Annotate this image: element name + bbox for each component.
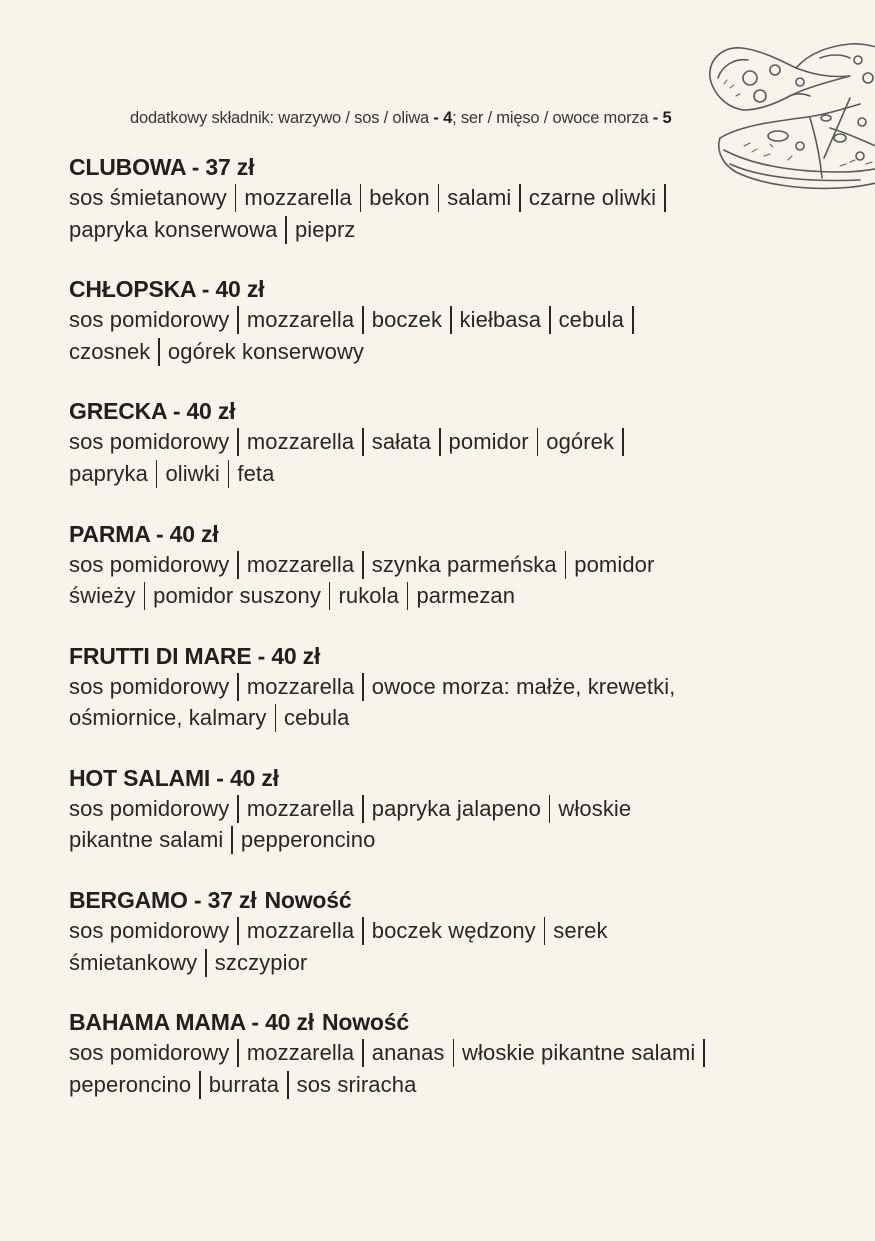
separator-divider	[287, 1071, 289, 1099]
ingredient: oliwki	[165, 460, 220, 486]
ingredient: mozzarella	[246, 429, 355, 455]
ingredient: mozzarella	[246, 918, 355, 944]
separator-divider	[285, 216, 287, 244]
ingredient: śmietankowy	[69, 949, 198, 975]
separator-divider	[237, 673, 239, 701]
pizza-price: 40 zł	[169, 520, 219, 547]
ingredient: sos pomidorowy	[69, 429, 230, 455]
pizza-price: 37 zł	[205, 154, 255, 180]
ingredient: boczek wędzony	[371, 918, 536, 944]
separator-divider	[228, 460, 230, 488]
ingredients-line	[69, 214, 799, 246]
new-badge: Nowość	[264, 887, 352, 914]
ingredients-line	[69, 336, 799, 368]
ingredients-line	[69, 824, 799, 856]
ingredient: mozzarella	[246, 1040, 355, 1066]
ingredient: mozzarella	[246, 673, 355, 699]
ingredient: mozzarella	[246, 795, 355, 821]
ingredient: pomidor	[574, 551, 655, 577]
ingredients-line	[69, 702, 799, 734]
separator-divider	[235, 184, 237, 212]
ingredients-line	[69, 182, 799, 214]
ingredients	[69, 915, 799, 978]
ingredient: ogórek	[546, 429, 615, 455]
ingredient: cebula	[558, 307, 625, 333]
ingredient: sos sriracha	[296, 1071, 417, 1097]
separator-divider	[362, 795, 364, 823]
pizza-price: 40 zł	[229, 764, 279, 791]
ingredient: sos pomidorowy	[69, 673, 230, 699]
pizza-name: GRECKA	[69, 398, 167, 425]
ingredients-line	[69, 671, 799, 703]
menu-item-title: GRECKA - 40 zł	[69, 398, 236, 425]
separator-divider	[362, 917, 364, 945]
ingredients-line	[69, 426, 799, 458]
ingredients	[69, 304, 799, 367]
ingredients-line	[69, 458, 799, 490]
menu-item-title: HOT SALAMI - 40 zł	[69, 764, 279, 791]
ingredient: pikantne salami	[69, 827, 224, 853]
separator-divider	[664, 184, 666, 212]
ingredients-line	[69, 304, 799, 336]
ingredient: sos śmietanowy	[69, 185, 227, 210]
separator-divider	[439, 428, 441, 456]
separator-divider	[205, 949, 207, 977]
ingredient: feta	[237, 460, 275, 486]
pizza-price: 37 zł	[207, 887, 257, 914]
extras-veg-price: - 4	[429, 109, 453, 127]
ingredient: owoce morza: małże, krewetki,	[371, 673, 676, 699]
pizza-price: 40 zł	[186, 398, 236, 425]
separator-divider	[544, 917, 546, 945]
separator-divider	[537, 428, 539, 456]
ingredients	[69, 426, 799, 489]
pizza-name: CLUBOWA	[69, 154, 186, 180]
menu-item-title: BAHAMA MAMA - 40 zł Nowość	[69, 1009, 409, 1036]
menu-item	[69, 885, 799, 1007]
ingredients-line	[69, 947, 799, 979]
menu-item	[69, 519, 799, 641]
ingredient: mozzarella	[246, 551, 355, 577]
ingredients-line	[69, 915, 799, 947]
ingredient: świeży	[69, 583, 136, 609]
separator-divider	[549, 795, 551, 823]
menu-item-title: CLUBOWA - 37 zł	[69, 154, 255, 180]
separator-divider	[549, 306, 551, 334]
menu-item-title: FRUTTI DI MARE - 40 zł	[69, 642, 321, 669]
separator-divider	[199, 1071, 201, 1099]
separator-divider	[237, 795, 239, 823]
menu-item	[69, 1007, 799, 1129]
separator-divider	[237, 306, 239, 334]
separator-divider	[362, 551, 364, 579]
ingredient: sos pomidorowy	[69, 1040, 230, 1066]
pizza-name: BERGAMO	[69, 887, 188, 914]
ingredient: papryka konserwowa	[69, 216, 278, 242]
ingredient: kiełbasa	[459, 307, 542, 333]
ingredients-line	[69, 580, 799, 612]
menu-item	[69, 274, 799, 396]
pizza-name: CHŁOPSKA	[69, 276, 196, 303]
ingredients	[69, 671, 799, 734]
ingredient: mozzarella	[244, 185, 352, 210]
extras-veg-label: dodatkowy składnik: warzywo / sos / oliwa	[130, 109, 430, 127]
pizza-menu-list	[69, 152, 799, 1130]
menu-item-title: BERGAMO - 37 zł Nowość	[69, 887, 352, 914]
extras-meat-price: - 5	[648, 109, 672, 127]
ingredient: mozzarella	[246, 307, 355, 333]
new-badge: Nowość	[321, 1009, 409, 1036]
separator-divider	[156, 460, 158, 488]
ingredient: salami	[447, 185, 512, 210]
ingredients-line	[69, 793, 799, 825]
separator-divider	[275, 704, 277, 732]
ingredient: peperoncino	[69, 1071, 192, 1097]
ingredients	[69, 1037, 799, 1100]
pizza-name: BAHAMA MAMA	[69, 1009, 246, 1036]
ingredient: pepperoncino	[240, 827, 376, 853]
separator-divider	[231, 826, 233, 854]
ingredient: włoskie	[558, 795, 632, 821]
menu-item	[69, 396, 799, 518]
separator-divider	[438, 184, 440, 212]
pizza-price: 40 zł	[271, 642, 321, 669]
separator-divider	[362, 306, 364, 334]
ingredient: rukola	[338, 583, 399, 609]
ingredients-line	[69, 1069, 799, 1101]
ingredient: sos pomidorowy	[69, 551, 230, 577]
ingredient: szczypior	[214, 949, 308, 975]
separator-divider	[237, 1039, 239, 1067]
extras-price-note	[130, 109, 671, 128]
ingredient: włoskie pikantne salami	[462, 1040, 696, 1066]
menu-item-title: PARMA - 40 zł	[69, 520, 219, 547]
ingredient: parmezan	[416, 583, 516, 609]
ingredient: sos pomidorowy	[69, 795, 230, 821]
separator-divider	[362, 673, 364, 701]
ingredient: pomidor	[448, 429, 529, 455]
ingredients-line	[69, 1037, 799, 1069]
ingredients	[69, 793, 799, 856]
ingredient: papryka jalapeno	[371, 795, 541, 821]
pizza-name: HOT SALAMI	[69, 764, 211, 791]
separator-divider	[237, 551, 239, 579]
ingredient: bekon	[369, 185, 430, 210]
ingredients	[69, 549, 799, 612]
ingredients-line	[69, 549, 799, 581]
ingredient: papryka	[69, 460, 148, 486]
separator-divider	[362, 428, 364, 456]
ingredient: sałata	[371, 429, 432, 455]
separator-divider	[158, 338, 160, 366]
separator-divider	[632, 306, 634, 334]
ingredient: czarne oliwki	[528, 185, 657, 210]
separator-divider	[237, 428, 239, 456]
separator-divider	[622, 428, 624, 456]
separator-divider	[362, 1039, 364, 1067]
pizza-price: 40 zł	[215, 276, 265, 303]
ingredient: pieprz	[294, 216, 356, 242]
ingredient: cebula	[284, 705, 350, 731]
extras-meat-label: ; ser / mięso / owoce morza	[452, 109, 649, 127]
ingredient: ośmiornice, kalmary	[69, 705, 267, 731]
separator-divider	[703, 1039, 705, 1067]
separator-divider	[407, 582, 409, 610]
pizza-price: 40 zł	[265, 1009, 314, 1036]
separator-divider	[360, 184, 362, 212]
separator-divider	[450, 306, 452, 334]
pizza-name: PARMA	[69, 520, 150, 547]
ingredient: burrata	[208, 1071, 280, 1097]
ingredient: boczek	[371, 307, 443, 333]
ingredient: serek	[553, 918, 608, 944]
menu-item	[69, 152, 799, 274]
pizza-name: FRUTTI DI MARE	[69, 642, 252, 669]
menu-item	[69, 641, 799, 763]
ingredient: sos pomidorowy	[69, 918, 230, 944]
ingredient: sos pomidorowy	[69, 307, 230, 333]
ingredient: ananas	[371, 1040, 445, 1066]
ingredient: szynka parmeńska	[371, 551, 557, 577]
ingredient: czosnek	[69, 338, 151, 364]
ingredient: pomidor suszony	[153, 583, 321, 609]
ingredients	[69, 182, 799, 245]
separator-divider	[519, 184, 521, 212]
separator-divider	[144, 582, 146, 610]
ingredient: ogórek konserwowy	[167, 338, 365, 364]
separator-divider	[237, 917, 239, 945]
menu-item	[69, 763, 799, 885]
separator-divider	[565, 551, 567, 579]
menu-item-title: CHŁOPSKA - 40 zł	[69, 276, 265, 303]
separator-divider	[453, 1039, 455, 1067]
separator-divider	[329, 582, 331, 610]
